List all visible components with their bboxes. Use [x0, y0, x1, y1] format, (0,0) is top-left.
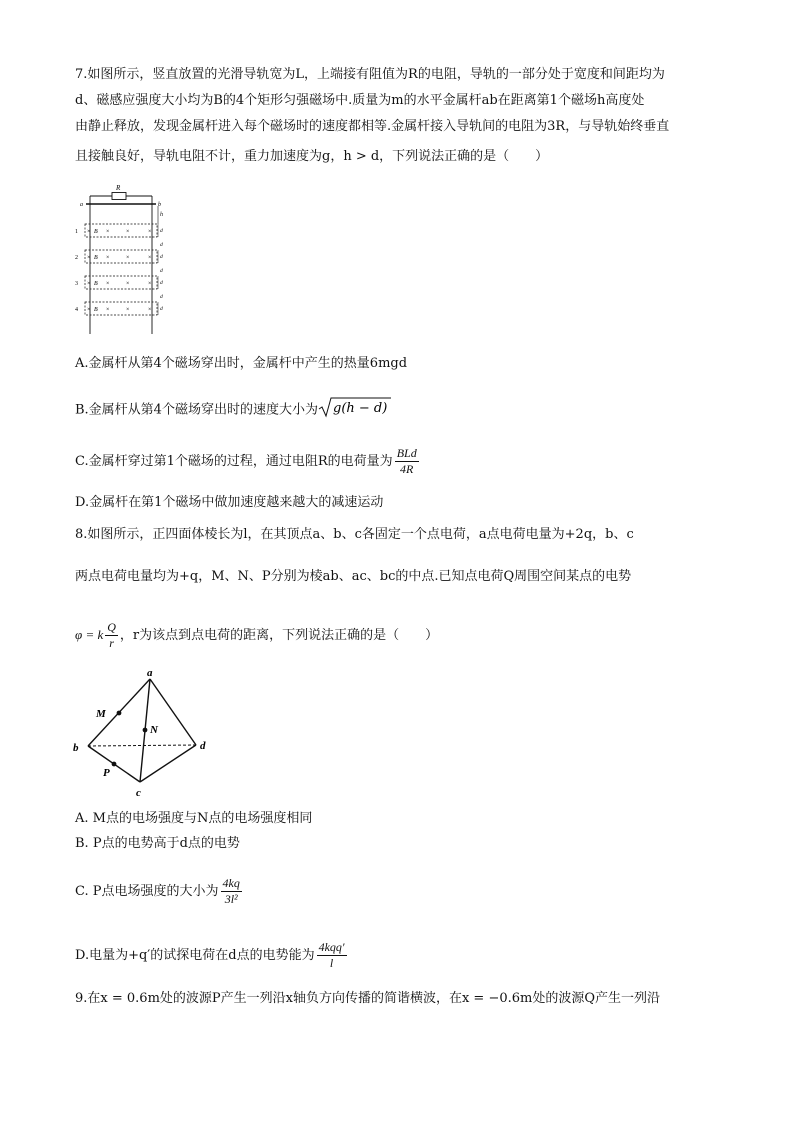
field-fraction: $\frac{4kq}{\text{3l²}}$: [222, 876, 240, 906]
q8-line1: 8.如图所示，正四面体棱长为l，在其顶点a、b、c各固定一个点电荷，a点电荷电量为+2q，b、c: [75, 527, 634, 542]
gap-width-d: d: [160, 294, 163, 300]
field-cross-mark: ×: [148, 229, 152, 235]
q7-option-d: D.金属杆在第1个磁场中做加速度越来越大的减速运动: [75, 495, 384, 510]
rod-end-a: a: [80, 202, 83, 208]
gap-width-d: d: [160, 242, 163, 248]
field-cross-mark: ×: [126, 229, 130, 235]
field-cross-mark: ×: [126, 307, 130, 313]
charge-fraction: $\frac{\text{BLd}}{4R}$: [396, 446, 417, 476]
rod-end-b: b: [158, 202, 161, 208]
field-cross-mark: ×: [106, 229, 110, 235]
field-number-4: 4: [75, 307, 78, 313]
midpoint-n: N: [150, 724, 158, 736]
q8-line3: φ = k $\frac{Q}{r}$ ，r为该点到点电荷的距离，下列说法正确的是（ ）: [75, 620, 439, 650]
q8-option-b: B. P点的电势高于d点的电势: [75, 836, 240, 851]
field-cross-mark: ×: [106, 307, 110, 313]
field-number-1: 1: [75, 229, 78, 235]
field-cross-mark: ×: [126, 281, 130, 287]
field-cross-mark: ×: [87, 229, 91, 235]
q7-line2: d、磁感应强度大小均为B的4个矩形匀强磁场中.质量为m的水平金属杆ab在距离第1个磁场h高度处: [75, 93, 645, 108]
resistor-label: R: [116, 184, 121, 192]
field-label-b: B: [94, 255, 98, 261]
field-cross-mark: ×: [106, 281, 110, 287]
q8-option-a: A. M点的电场强度与N点的电场强度相同: [75, 811, 313, 826]
q9-line1: 9.在x = 0.6m处的波源P产生一列沿x轴负方向传播的简谐横波，在x = −0.6m处的波源Q产生一列沿: [75, 991, 661, 1006]
energy-fraction: $\frac{\text{4kqq′}}{l}$: [318, 940, 345, 970]
field-label-b: B: [94, 229, 98, 235]
field-cross-mark: ×: [126, 255, 130, 261]
sqrt-expression: g(h − d): [332, 401, 388, 416]
vertex-c: c: [136, 787, 141, 799]
field-cross-mark: ×: [87, 255, 91, 261]
field-number-2: 2: [75, 255, 78, 261]
q7-rail-figure: [72, 182, 172, 342]
field-cross-mark: ×: [87, 281, 91, 287]
vertex-a: a: [147, 667, 153, 679]
field-width-d: d: [160, 254, 163, 260]
field-cross-mark: ×: [148, 307, 152, 313]
gap-width-d: d: [160, 268, 163, 274]
q8-line2: 两点电荷电量均为+q，M、N、P分别为棱ab、ac、bc的中点.已知点电荷Q周围空间某点的电势: [75, 569, 632, 584]
sqrt-symbol: [318, 396, 392, 424]
q8-option-c: C. P点电场强度的大小为 $\frac{4kq}{\text{3l²}}$: [75, 876, 240, 906]
q8-option-d: D.电量为+q′的试探电荷在d点的电势能为 $\frac{\text{4kqq′}}{l}$: [75, 940, 345, 970]
field-cross-mark: ×: [148, 255, 152, 261]
q8-tetrahedron-figure: [70, 665, 220, 800]
field-number-3: 3: [75, 281, 78, 287]
potential-fraction: $\frac{Q}{r}$: [107, 620, 116, 650]
field-label-b: B: [94, 307, 98, 313]
q7-line4: 且接触良好，导轨电阻不计，重力加速度为g，h > d，下列说法正确的是（ ）: [75, 149, 549, 164]
midpoint-p: P: [103, 767, 110, 779]
field-label-b: B: [94, 281, 98, 287]
field-cross-mark: ×: [106, 255, 110, 261]
q7-option-c: C.金属杆穿过第1个磁场的过程，通过电阻R的电荷量为 $\frac{\text{BLd}}{4R}$: [75, 446, 417, 476]
q7-option-b: B.金属杆从第4个磁场穿出时的速度大小为 g(h − d): [75, 396, 392, 424]
field-width-d: d: [160, 228, 163, 234]
field-width-d: d: [160, 306, 163, 312]
field-cross-mark: ×: [148, 281, 152, 287]
vertex-d: d: [200, 740, 206, 752]
q7-option-a: A.金属杆从第4个磁场穿出时，金属杆中产生的热量6mgd: [75, 356, 408, 371]
height-h-label: h: [160, 212, 163, 218]
field-width-d: d: [160, 280, 163, 286]
field-cross-mark: ×: [87, 307, 91, 313]
midpoint-m: M: [96, 708, 106, 720]
q7-line3: 由静止释放，发现金属杆进入每个磁场时的速度都相等.金属杆接入导轨间的电阻为3R，与导轨始终垂直: [75, 119, 670, 134]
q7-line1: 7.如图所示，竖直放置的光滑导轨宽为L，上端接有阻值为R的电阻，导轨的一部分处于宽度和间距均为: [75, 67, 665, 82]
vertex-b: b: [73, 742, 79, 754]
